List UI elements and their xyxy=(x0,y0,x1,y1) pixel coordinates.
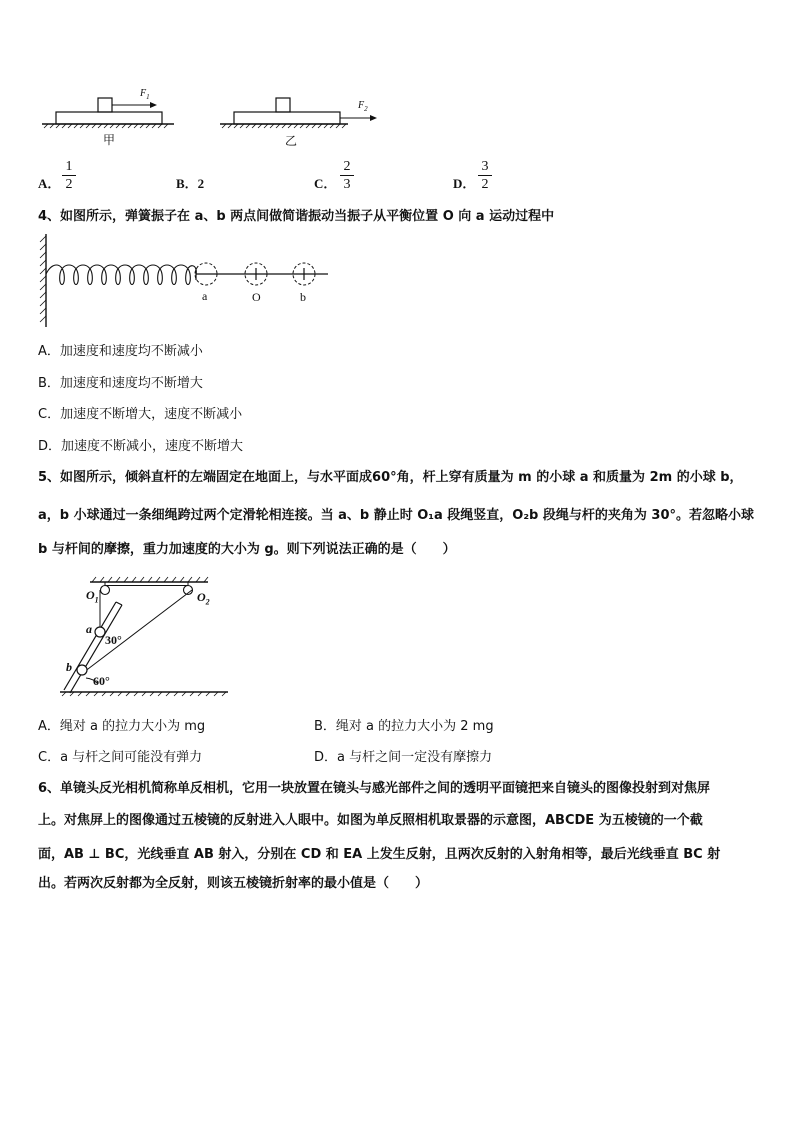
q3-option-d-fraction: 3 2 xyxy=(478,159,492,192)
q6-stem-line1: 6、单镜头反光相机简称单反相机，它用一块放置在镜头与感光部件之间的透明平面镜把来自镜头的图像投射到对焦屏 xyxy=(38,781,711,796)
q4-stem: 4、如图所示，弹簧振子在 a、b 两点间做简谐振动当振子从平衡位置 O 向 a 运动过程中 xyxy=(38,209,555,224)
q5-stem-line3: b 与杆间的摩擦，重力加速度的大小为 g。则下列说法正确的是（ ） xyxy=(38,542,456,557)
q6-stem-line2: 上。对焦屏上的图像通过五棱镜的反射进入人眼中。如图为单反照相机取景器的示意图，ABCDE 为五棱镜的一个截 xyxy=(38,813,703,828)
q4-option-c: C．加速度不断增大，速度不断减小 xyxy=(38,407,243,422)
q5-label-o2: $O_2$ xyxy=(197,590,210,607)
q3-option-c-fraction: 2 3 xyxy=(340,159,354,192)
q3-option-d-letter: D． xyxy=(453,176,476,191)
q3-force2-label: $F_2$ xyxy=(358,100,368,113)
q3-option-a-fraction: 1 2 xyxy=(62,159,76,192)
q3-fig-left-caption: 甲 xyxy=(103,133,116,147)
q4-label-a: a xyxy=(202,289,208,303)
q4-option-d: D．加速度不断减小，速度不断增大 xyxy=(38,439,244,454)
q5-stem-line2: a，b 小球通过一条细绳跨过两个定滑轮相连接。当 a、b 静止时 O₁a 段绳竖直，O₂b 段绳与杆的夹角为 30°。若忽略小球 xyxy=(38,508,754,523)
q3-force1-label: $F_1$ xyxy=(140,88,150,101)
q5-label-o1: $O_1$ xyxy=(86,588,99,605)
q4-label-o: O xyxy=(252,290,261,304)
q5-option-d: D．a 与杆之间一定没有摩擦力 xyxy=(314,750,493,765)
q4-option-a: A．加速度和速度均不断减小 xyxy=(38,344,203,359)
q6-stem-line4: 出。若两次反射都为全反射，则该五棱镜折射率的最小值是（ ） xyxy=(38,876,429,891)
q4-spring-oscillator-figure xyxy=(38,232,338,332)
q5-option-a: A．绳对 a 的拉力大小为 mg xyxy=(38,719,206,734)
q6-stem-line3: 面，AB ⊥ BC，光线垂直 AB 射入，分别在 CD 和 EA 上发生反射，且两次反射的入射角相等，最后光线垂直 BC 射 xyxy=(38,847,721,862)
q3-option-a-letter: A． xyxy=(38,176,61,191)
q5-label-b: b xyxy=(66,660,72,674)
q3-option-b: B．2 xyxy=(176,176,205,191)
q3-fig-right-caption: 乙 xyxy=(285,134,298,148)
q5-label-60deg: 60° xyxy=(93,674,110,688)
q5-option-c: C．a 与杆之间可能没有弹力 xyxy=(38,750,203,765)
q5-stem-line1: 5、如图所示，倾斜直杆的左端固定在地面上，与水平面成60°角，杆上穿有质量为 m 的小球 a 和质量为 2m 的小球 b， xyxy=(38,470,743,485)
q5-label-30deg: 30° xyxy=(105,633,122,647)
q4-label-b: b xyxy=(300,290,306,304)
q5-option-b: B．绳对 a 的拉力大小为 2 mg xyxy=(314,719,494,734)
q4-option-b: B．加速度和速度均不断增大 xyxy=(38,376,203,391)
q5-label-a: a xyxy=(86,622,92,636)
q3-option-c-letter: C． xyxy=(314,176,337,191)
q3-figure-left xyxy=(38,88,178,128)
